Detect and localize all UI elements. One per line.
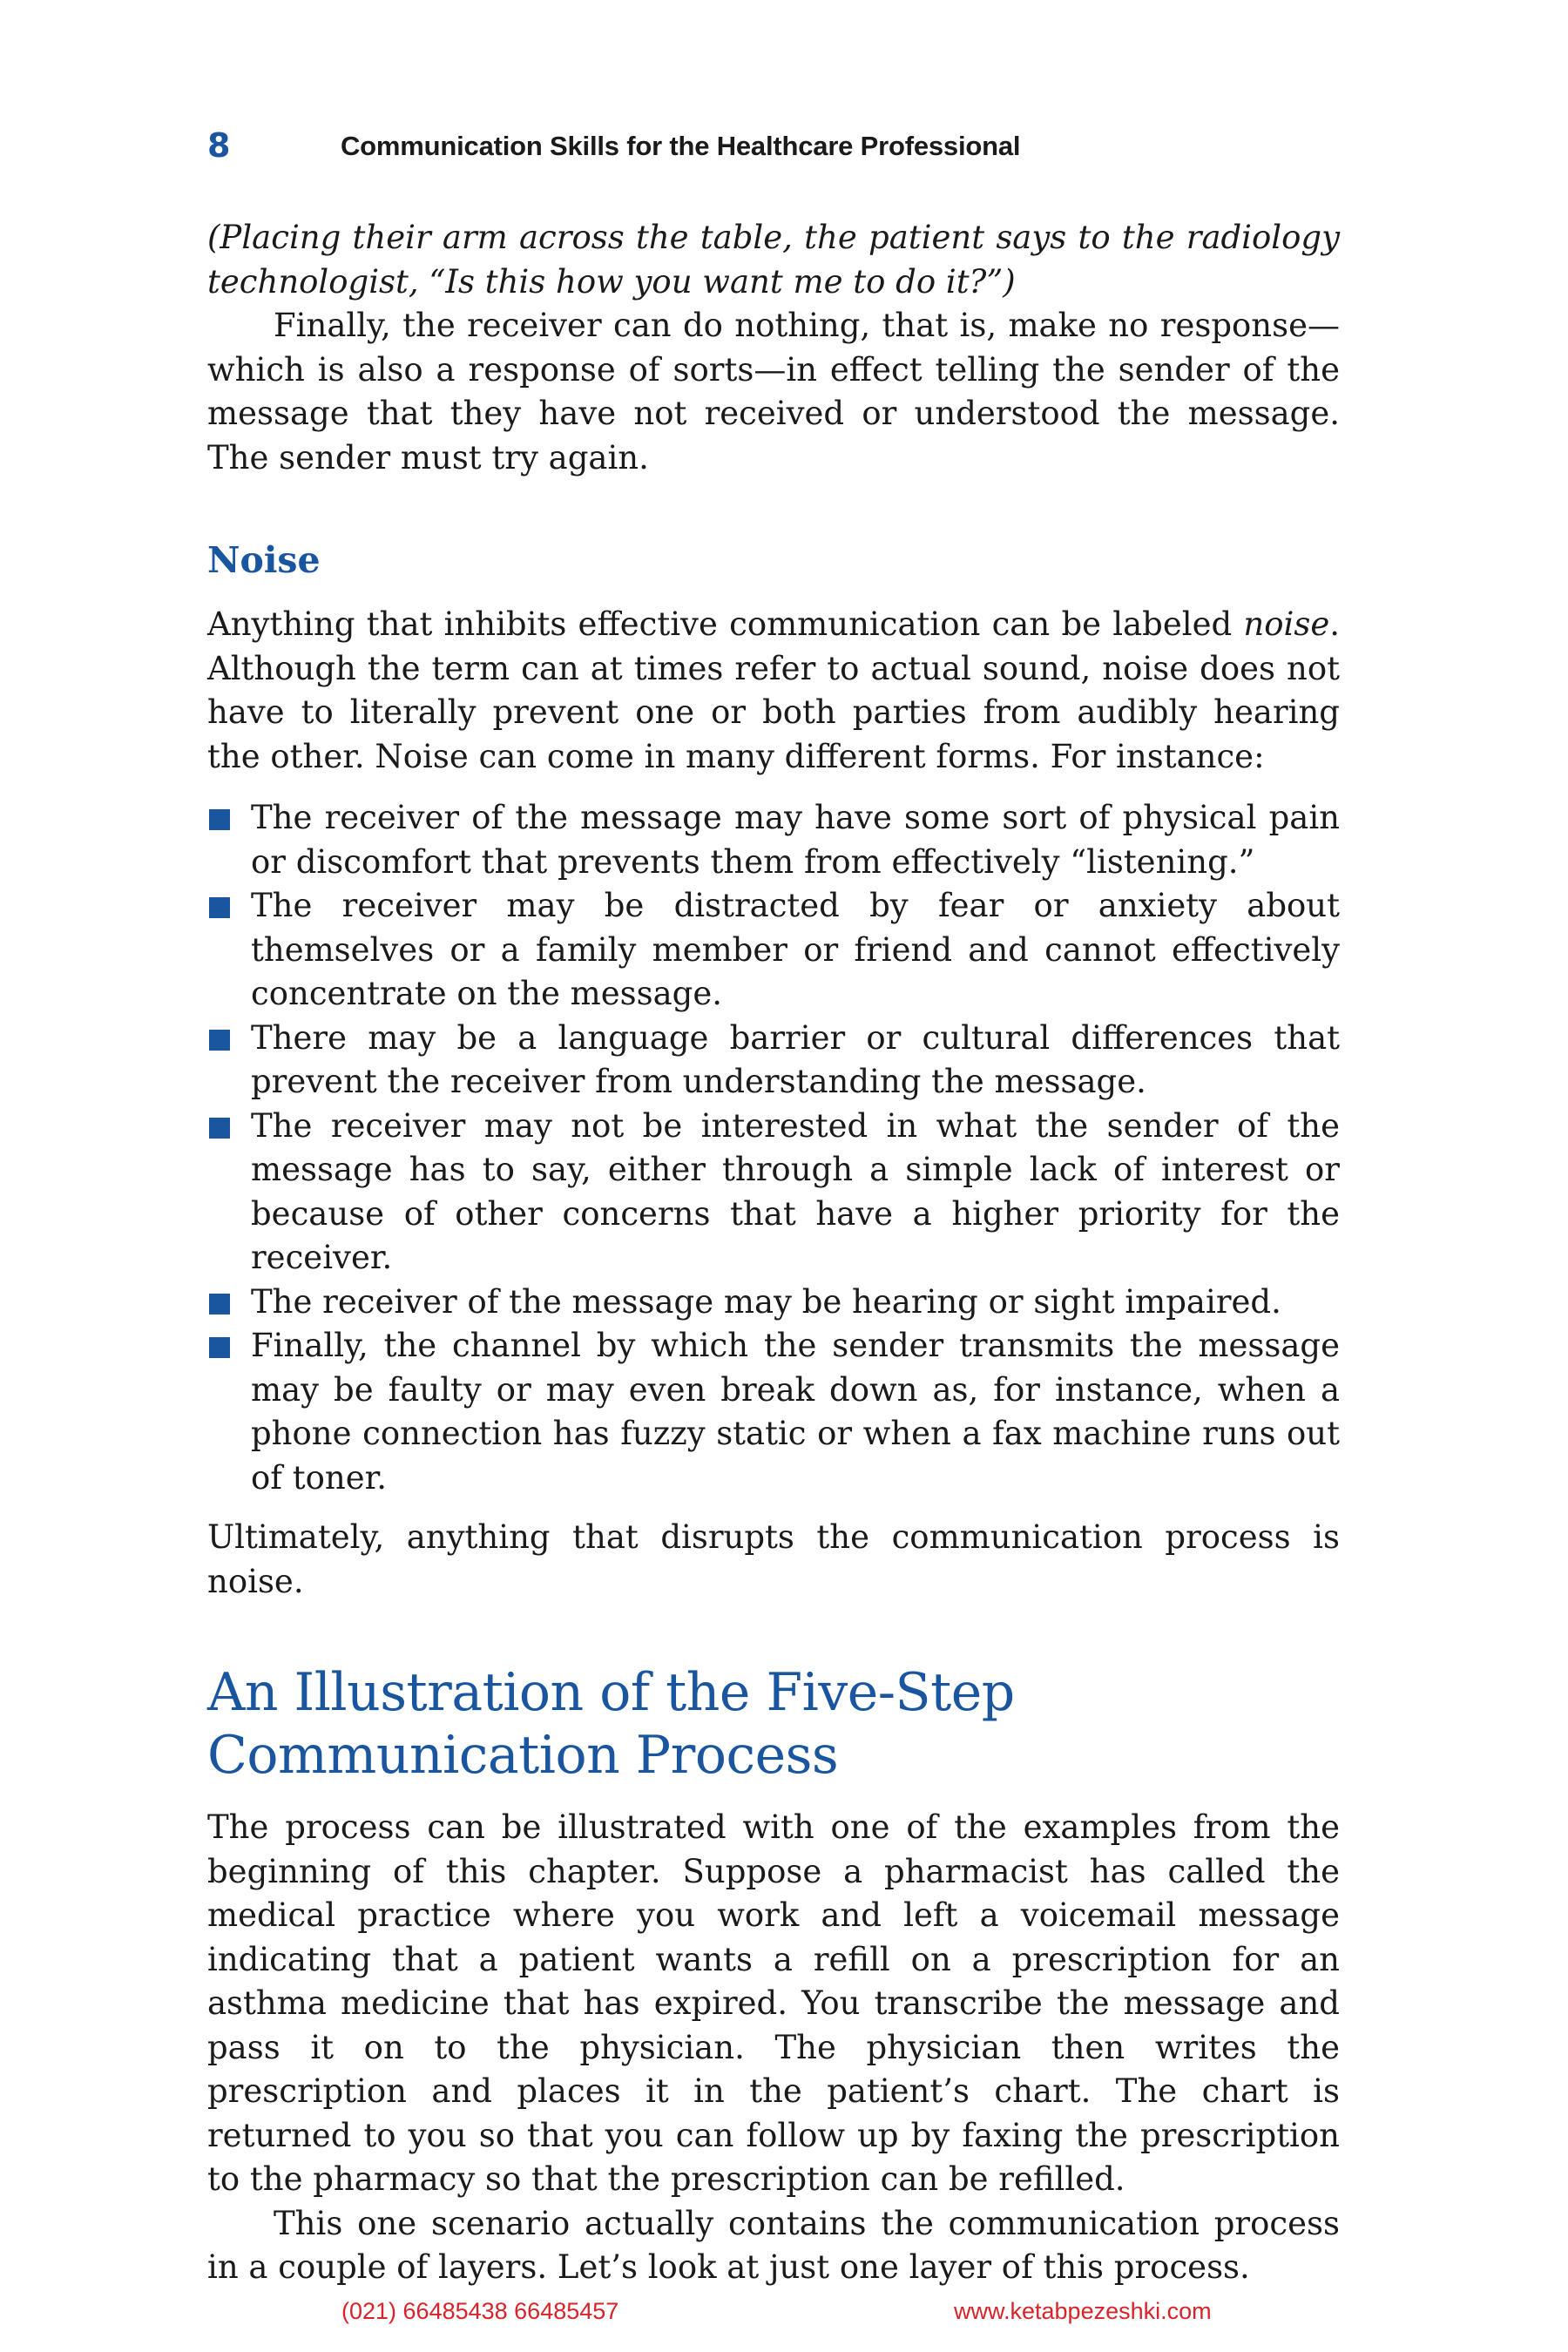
illustration-heading [207,1661,1340,1787]
square-bullet-icon [209,1118,230,1139]
illustration-heading-line2: Communication Process [207,1725,839,1786]
square-bullet-icon [209,897,230,918]
list-item [207,884,1340,1017]
intro-paragraph: Finally, the receiver can do nothing, that is, make no response—which is also a response of sorts—in effect telling the sender of the message that they have not received or understood the message. The sender must try again. [207,307,1340,476]
page-number: 8 [207,126,231,165]
intro-quote: (Placing their arm across the table, the patient says to the radiology technologist, “Is this how you want me to do it?”) [207,219,1340,301]
list-item-text: Finally, the channel by which the sender transmits the message may be faulty or may even break down as, for instance, when a phone connection has fuzzy static or when a fax machine runs out of toner. [251,1327,1340,1497]
square-bullet-icon [209,809,230,830]
list-item-text: The receiver of the message may be hearing or sight impaired. [251,1282,1281,1321]
square-bullet-icon [209,1294,230,1315]
illustration-paragraph-2: This one scenario actually contains the communication process in a couple of layers. Let’s look at just one layer of this process. [207,2204,1340,2286]
page-footer [0,2298,1568,2333]
noise-intro-emphasis: noise [1243,605,1330,643]
list-item [207,1017,1340,1105]
noise-closing-paragraph: Ultimately, anything that disrupts the communication process is noise. [207,1518,1340,1600]
list-item [207,1281,1340,1325]
footer-website: www.ketabpezeshki.com [954,2298,1212,2324]
noise-intro-before: Anything that inhibits effective communication can be labeled [207,605,1244,643]
running-title: Communication Skills for the Healthcare Professional [341,131,1021,161]
list-item [207,1324,1340,1500]
noise-intro-after: . Although the term can at times refer to actual sound, noise does not have to literally prevent one or both parties from audibly hearing the other. Noise can come in many different forms. For instance: [207,605,1340,775]
illustration-paragraph-1: The process can be illustrated with one of the examples from the beginning of this chapter. Suppose a pharmacist has called the medical practice where you work and left a voicemail message indicating that a patient wants a refill on a prescription for an asthma medicine that has expired. You transcribe the message and pass it on to the physician. The physician then writes the prescription and places it in the patient’s chart. The chart is returned to you so that you can follow up by faxing the prescription to the pharmacy so that the prescription can be refilled. [207,1808,1340,2198]
noise-bullet-list [207,796,1340,1500]
list-item-text: The receiver may not be interested in what the sender of the message has to say, either through a simple lack of interest or because of other concerns that have a higher priority for the receiver. [251,1106,1340,1276]
noise-heading: Noise [207,539,321,581]
square-bullet-icon [209,1337,230,1358]
page-body [207,216,1340,2290]
noise-intro-paragraph [207,603,1340,779]
list-item [207,796,1340,884]
footer-phone: (021) 66485438 66485457 [341,2298,619,2324]
list-item-text: The receiver may be distracted by fear or anxiety about themselves or a family member or friend and cannot effectively concentrate on the message. [251,887,1340,1012]
list-item-text: The receiver of the message may have some sort of physical pain or discomfort that prevents them from effectively “listening.” [251,799,1340,881]
illustration-heading-line1: An Illustration of the Five-Step [207,1662,1015,1723]
list-item [207,1105,1340,1281]
running-header [207,126,1340,166]
list-item-text: There may be a language barrier or cultural differences that prevent the receiver from understanding the message. [251,1018,1340,1100]
square-bullet-icon [209,1030,230,1051]
